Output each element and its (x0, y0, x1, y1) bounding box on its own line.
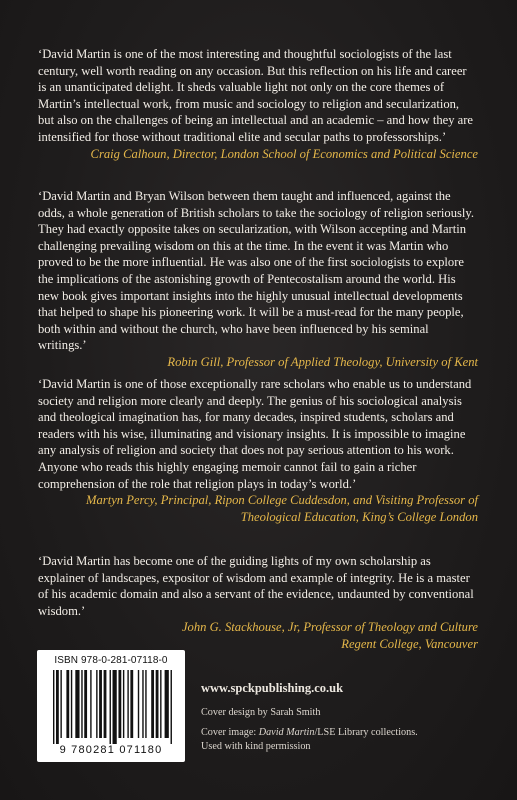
barcode-bar (81, 670, 82, 738)
barcode-bar (113, 670, 117, 744)
barcode-bar (84, 670, 87, 738)
barcode-bar (151, 670, 154, 738)
quote-attribution: Robin Gill, Professor of Applied Theology, University of Kent (167, 354, 478, 369)
barcode-bar (71, 670, 72, 738)
cover-image-permission: Used with kind permission (201, 741, 311, 752)
cover-design-credit: Cover design by Sarah Smith (201, 707, 321, 718)
cover-image-credit: Cover image: David Martin/LSE Library collections. (201, 727, 418, 738)
barcode-bar (171, 670, 172, 744)
endorsement-quote (38, 553, 478, 653)
barcode-bar (104, 670, 107, 738)
quote-text: ‘David Martin is one of the most interesting and thoughtful sociologists of the last century, well worth reading on any occasion. But this reflection on his life and career is an unanticipated delight. It sheds valuable light not only on the core themes of Martin’s intellectual work, from music and sociology to religion and secularization, but also on the challenges of being an intellectual and an academic – and how they are intensified for those without traditional elite and secular paths to professorships.’ (38, 47, 474, 144)
isbn-label: ISBN 978-0-281-07118-0 (54, 655, 168, 666)
quote-attribution-line2: Theological Education, King’s College London (240, 509, 478, 524)
publisher-info (201, 681, 491, 754)
quote-attribution: John G. Stackhouse, Jr, Professor of Theology and Culture (181, 620, 478, 635)
barcode-digits: 9 780281 071180 (59, 744, 163, 756)
endorsement-quote (38, 188, 478, 371)
cover-image-subject: David Martin (258, 727, 315, 738)
barcode-bar (142, 670, 143, 738)
quote-attribution: Martyn Percy, Principal, Ripon College Cuddesdon, and Visiting Professor of (86, 493, 478, 508)
barcode-bar (118, 670, 121, 738)
barcode-bar (90, 670, 91, 738)
barcode-bar (110, 670, 111, 744)
endorsement-quote (38, 376, 478, 525)
barcode-bar (123, 670, 124, 738)
barcode-bar (127, 670, 128, 738)
barcode-bar (96, 670, 97, 738)
quote-attribution-line2: Regent College, Vancouver (341, 636, 478, 651)
barcode-bar (138, 670, 139, 738)
publisher-url: www.spckpublishing.co.uk (201, 681, 344, 695)
barcode-bar (99, 670, 102, 738)
quote-text: ‘David Martin is one of those exceptionally rare scholars who enable us to understand society and religion more clearly and deeply. The genius of his sociological analysis and theological imagination has, for many decades, inspired students, scholars and readers with his wise, illuminating and visionary insights. It is impossible to imagine any analysis of religion and society that does not pay serious attention to his work. Anyone who reads this highly engaging memoir cannot fail to gain a richer comprehension of the role that religion plays in today’s world.’ (38, 377, 472, 491)
barcode-bar (156, 670, 159, 738)
barcode-bars (53, 670, 175, 744)
barcode-bar (53, 670, 54, 744)
barcode-bar (75, 670, 79, 738)
barcode-bar (165, 670, 169, 738)
barcode-bar (145, 670, 146, 738)
endorsement-quote (38, 46, 478, 162)
barcode-bar (130, 670, 133, 738)
barcode-bar (60, 670, 61, 738)
quote-text: ‘David Martin and Bryan Wilson between them taught and influenced, against the odds, a whole generation of British scholars to take the sociology of religion seriously. They had exactly opposite takes on secularization, with Wilson accepting and Martin challenging prevailing wisdom on this at the time. In the event it was Martin who proved to be the more influential. He was also one of the first sociologists to explore the implications of the astonishing growth of Pentecostalism around the world. His new book gives important insights into the highly unusual intellectual developments that helped to shape his pioneering work. It will be a must-read for the many people, both within and without the church, who have been influenced by his seminal writings.’ (38, 189, 475, 353)
barcode-bar (160, 670, 161, 738)
barcode-bar (66, 670, 69, 738)
quote-text: ‘David Martin has become one of the guiding lights of my own scholarship as explainer of landscapes, expositor of wisdom and example of integrity. He is a master of his academic domain and also a servant of the evidence, undaunted by conventional wisdom.’ (38, 554, 474, 618)
isbn-barcode (37, 650, 185, 762)
barcode-bar (56, 670, 59, 744)
quote-attribution: Craig Calhoun, Director, London School of Economics and Political Science (90, 146, 478, 161)
